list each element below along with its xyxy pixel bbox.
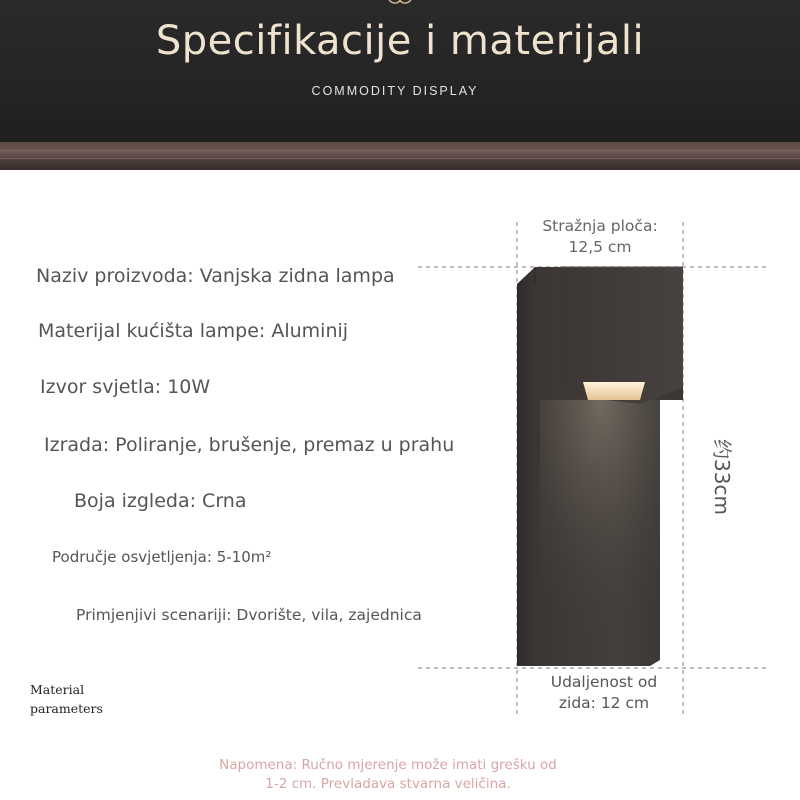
lamp-head (560, 267, 683, 404)
spec-craftsmanship: Izrada: Poliranje, brušenje, premaz u prahu (44, 434, 455, 456)
height-dimension: 约33cm (710, 439, 734, 515)
spec-scenarios: Primjenjivi scenariji: Dvorište, vila, zajednica (76, 606, 422, 624)
dimension-line-text: zida: 12 cm (558, 694, 650, 712)
spec-lighting-area: Područje osvjetljenja: 5-10m² (52, 548, 272, 566)
material-label-line: Material (30, 682, 85, 697)
spec-housing-material: Materijal kućišta lampe: Aluminij (38, 320, 349, 342)
measurement-note (178, 756, 598, 794)
material-label-line: parameters (30, 701, 103, 716)
dimension-line-text: Udaljenost od (550, 673, 658, 691)
back-plate-dimension (520, 216, 680, 258)
spec-light-source: Izvor svjetla: 10W (40, 376, 211, 398)
wall-distance-dimension (524, 672, 684, 714)
dimension-line-text: 12,5 cm (568, 238, 632, 256)
page-title: Specifikacije i materijali (155, 18, 645, 64)
spec-product-name: Naziv proizvoda: Vanjska zidna lampa (36, 265, 395, 287)
note-line: 1-2 cm. Prevladava stvarna veličina. (265, 776, 511, 792)
page-subtitle: COMMODITY DISPLAY (311, 84, 479, 98)
dimension-line-text: Stražnja ploča: (542, 217, 658, 235)
spec-color: Boja izgleda: Crna (74, 490, 247, 512)
note-line: Napomena: Ručno mjerenje može imati grešku od (219, 757, 557, 773)
